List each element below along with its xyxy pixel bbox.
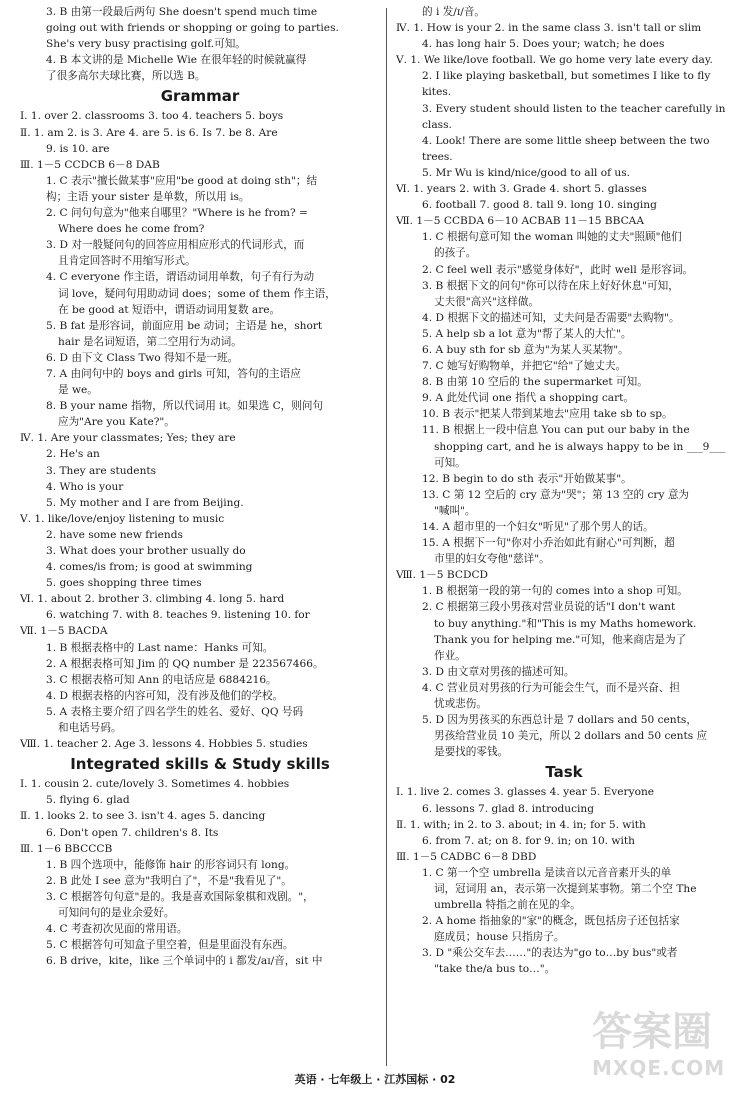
answer-line: 1. B 根据第一段的第一句的 comes into a shop 可知。 bbox=[422, 585, 688, 598]
answer-line: 6. football 7. good 8. tall 9. long 10. singing bbox=[422, 199, 657, 212]
answer-line: Ⅰ. 1. cousin 2. cute/lovely 3. Sometimes 4. hobbies bbox=[20, 778, 290, 791]
answer-line: 2. A home 指抽象的"家"的概念，既包括房子还包括家 bbox=[422, 915, 680, 928]
answer-line: 市里的妇女夸他"慈详"。 bbox=[434, 553, 550, 566]
answer-line: 的孩子。 bbox=[434, 247, 477, 260]
left-column bbox=[20, 4, 380, 969]
answer-line: 12. B begin to do sth 表示"开始做某事"。 bbox=[422, 472, 632, 485]
answer-line: 4. C everyone 作主语，谓语动词用单数，句子有行为动 bbox=[46, 271, 315, 284]
answer-line: 词 love，疑问句用助动词 does；some of them 作主语， bbox=[58, 287, 336, 300]
answer-line: Thank you for helping me."可知，他来商店是为了 bbox=[434, 633, 687, 646]
answer-line: 5. flying 6. glad bbox=[46, 794, 130, 807]
answer-line: 1. C 表示"擅长做某事"应用"be good at doing sth"；结 bbox=[46, 174, 318, 187]
answer-line: 应为"Are you Kate?"。 bbox=[58, 416, 175, 429]
column-divider bbox=[386, 8, 387, 1066]
answer-line: Ⅵ. 1. about 2. brother 3. climbing 4. long 5. hard bbox=[20, 593, 285, 606]
answer-line: 3. D 对一般疑问句的回答应用相应形式的代词形式，而 bbox=[46, 239, 305, 252]
answer-line: 1. B 根据表格中的 Last name：Hanks 可知。 bbox=[46, 641, 274, 654]
answer-line: Ⅵ. 1. years 2. with 3. Grade 4. short 5. glasses bbox=[396, 183, 647, 196]
answer-line: "喊叫"。 bbox=[434, 504, 476, 517]
answer-line: 了很多高尔夫球比赛，所以选 B。 bbox=[46, 70, 206, 83]
answer-line: 4. C 营业员对男孩的行为可能会生气，而不是兴奋、担 bbox=[422, 681, 681, 694]
answer-line: 5. D 因为男孩买的东西总计是 7 dollars and 50 cents， bbox=[422, 714, 697, 727]
answer-line: 2. have some new friends bbox=[46, 528, 183, 541]
answer-line: 忧或悲伤。 bbox=[434, 698, 487, 711]
answer-line: 3. C 根据表格可知 Ann 的电话应是 6884216。 bbox=[46, 673, 277, 686]
answer-line: 2. B 此处 I see 意为"我明白了"，不是"我看见了"。 bbox=[46, 874, 292, 887]
answer-line: Ⅴ. 1. like/love/enjoy listening to music bbox=[20, 512, 225, 525]
answer-line: 14. A 超市里的一个妇女"听见"了那个男人的话。 bbox=[422, 521, 654, 533]
answer-line: 和电话号码。 bbox=[58, 722, 122, 735]
answer-line: Ⅲ. 1－5 CADBC 6－8 DBD bbox=[396, 850, 537, 863]
answer-line: 5. C 根据答句可知盒子里空着，但是里面没有东西。 bbox=[46, 939, 294, 952]
answer-line: 丈夫很"高兴"这样做。 bbox=[434, 295, 540, 308]
answer-line: Ⅱ. 1. with; in 2. to 3. about; in 4. in; for 5. with bbox=[396, 818, 646, 831]
answer-line: Ⅱ. 1. looks 2. to see 3. isn't 4. ages 5. dancing bbox=[20, 810, 266, 823]
section-heading: Task bbox=[545, 763, 583, 782]
answer-line: 3. They are students bbox=[46, 464, 157, 477]
answer-line: 5. A help sb a lot 意为"帮了某人的大忙"。 bbox=[422, 327, 632, 340]
answer-line: She's very busy practising golf.可知。 bbox=[46, 38, 246, 51]
answer-line: 8. B 由第 10 空后的 the supermarket 可知。 bbox=[422, 376, 648, 389]
answer-line: 6. lessons 7. glad 8. introducing bbox=[422, 802, 595, 815]
answer-line: Ⅷ. 1. teacher 2. Age 3. lessons 4. Hobbies 5. studies bbox=[20, 738, 308, 751]
answer-line: 6. D 由下文 Class Two 得知不是一班。 bbox=[46, 351, 239, 364]
answer-line: going out with friends or shopping or going to parties. bbox=[46, 22, 339, 35]
answer-line: 1. C 根据句意可知 the woman 叫她的丈夫"照顾"他们 bbox=[422, 231, 682, 244]
answer-line: 是 we。 bbox=[58, 384, 98, 397]
answer-line: 7. A 由问句中的 boys and girls 可知，答句的主语应 bbox=[46, 367, 301, 380]
watermark-url: MXQE.COM bbox=[592, 1056, 726, 1080]
answer-line: 5. goes shopping three times bbox=[46, 577, 202, 590]
answer-line: "take the/a bus to…"。 bbox=[434, 963, 556, 976]
answer-line: 11. B 根据上一段中信息 You can put our baby in the bbox=[422, 424, 690, 437]
answer-line: 8. B your name 指物，所以代词用 it。如果选 C，则问句 bbox=[46, 400, 324, 413]
page-footer: 英语 · 七年级上 · 江苏国标 · 02 bbox=[294, 1073, 456, 1086]
answer-line: 6. watching 7. with 8. teaches 9. listening 10. for bbox=[46, 609, 310, 622]
answer-line: shopping cart, and he is always happy to be in ___9___ bbox=[434, 440, 726, 453]
answer-line: Ⅰ. 1. over 2. classrooms 3. too 4. teachers 5. boys bbox=[20, 110, 284, 123]
answer-line: Where does he come from? bbox=[58, 223, 205, 236]
answer-line: Ⅴ. 1. We like/love football. We go home very late every day. bbox=[396, 54, 713, 67]
answer-line: 可知问句的是业余爱好。 bbox=[58, 906, 175, 919]
answer-line: 2. He's an bbox=[46, 448, 100, 461]
answer-line: 且肯定回答时不用缩写形式。 bbox=[58, 255, 196, 268]
answer-line: 4. comes/is from; is good at swimming bbox=[46, 561, 253, 574]
answer-line: 2. C 根据第三段小男孩对营业员说的话"I don't want bbox=[422, 601, 676, 614]
answer-line: 9. is 10. are bbox=[46, 142, 110, 155]
answer-line: 3. D "乘公交车去……"的表达为"go to…by bus"或者 bbox=[422, 947, 678, 960]
answer-line: trees. bbox=[422, 150, 453, 163]
answer-line: Ⅷ. 1－5 BCDCD bbox=[396, 569, 489, 582]
right-column bbox=[396, 4, 732, 978]
answer-line: 构；主语 your sister 是单数，所以用 is。 bbox=[46, 190, 250, 203]
answer-line: Ⅱ. 1. am 2. is 3. Are 4. are 5. is 6. Is 7. be 8. Are bbox=[20, 126, 278, 139]
answer-line: 9. A 此处代词 one 指代 a shopping cart。 bbox=[422, 392, 635, 405]
answer-line: 在 be good at 短语中，谓语动词用复数 are。 bbox=[58, 303, 281, 316]
answer-line: 4. D 根据表格的内容可知，没有涉及他们的学校。 bbox=[46, 689, 284, 702]
answer-line: 5. B fat 是形容词，前面应用 be 动词；主语是 he，short bbox=[46, 319, 323, 332]
answer-line: 6. from 7. at; on 8. for 9. in; on 10. with bbox=[422, 834, 635, 847]
answer-line: 5. Mr Wu is kind/nice/good to all of us. bbox=[422, 166, 631, 179]
answer-line: class. bbox=[422, 118, 452, 131]
answer-line: 词，冠词用 an，表示第一次提到某事物。第二个空 The bbox=[434, 882, 697, 895]
answer-line: 7. C 她写好购物单，并把它"给"了她丈夫。 bbox=[422, 360, 627, 373]
answer-line: 3. C 根据答句句意"是的。我是喜欢国际象棋和戏剧。"， bbox=[46, 890, 314, 903]
answer-line: 的 i 发/ɪ/音。 bbox=[422, 6, 486, 18]
answer-line: Ⅲ. 1－5 CCDCB 6－8 DAB bbox=[20, 158, 160, 171]
answer-line: kites. bbox=[422, 86, 452, 99]
answer-line: 3. D 由文章对男孩的描述可知。 bbox=[422, 665, 575, 678]
answer-line: Ⅰ. 1. live 2. comes 3. glasses 4. year 5. Everyone bbox=[396, 786, 655, 799]
answer-line: umbrella 特指之前在见的伞。 bbox=[434, 899, 581, 912]
answer-line: Ⅳ. 1. Are your classmates; Yes; they are bbox=[20, 432, 236, 445]
answer-line: 男孩给营业员 10 美元，所以 2 dollars and 50 cents 应 bbox=[434, 730, 708, 743]
answer-line: 1. C 第一个空 umbrella 是读音以元音音素开头的单 bbox=[422, 866, 672, 879]
answer-line: Ⅶ. 1－5 CCBDA 6－10 ACBAB 11－15 BBCAA bbox=[396, 215, 644, 228]
answer-line: 13. C 第 12 空后的 cry 意为"哭"；第 13 空的 cry 意为 bbox=[422, 488, 690, 501]
answer-line: 2. C 问句句意为"他来自哪里？"Where is he from? = bbox=[46, 207, 308, 220]
answer-line: 4. Look! There are some little sheep between the two bbox=[422, 134, 710, 147]
answer-line: 6. A buy sth for sb 意为"为某人买某物"。 bbox=[422, 343, 629, 356]
answer-line: Ⅶ. 1－5 BACDA bbox=[20, 625, 108, 638]
answer-line: 5. My mother and I are from Beijing. bbox=[46, 496, 244, 509]
answer-line: 4. C 考查初次见面的常用语。 bbox=[46, 923, 188, 936]
answer-line: 2. I like playing basketball, but sometimes I like to fly bbox=[422, 70, 711, 83]
answer-line: 庭成员；house 只指房子。 bbox=[434, 931, 565, 944]
answer-line: 6. Don't open 7. children's 8. Its bbox=[46, 826, 219, 839]
answer-line: 3. What does your brother usually do bbox=[46, 545, 246, 557]
answer-line: to buy anything."和"This is my Maths homework. bbox=[434, 617, 697, 630]
answer-line: Ⅳ. 1. How is your 2. in the same class 3. isn't tall or slim bbox=[396, 22, 702, 35]
section-heading: Grammar bbox=[160, 87, 240, 106]
answer-line: 4. D 根据下文的描述可知，丈夫问是否需要"去购物"。 bbox=[422, 311, 680, 324]
answer-line: 4. has long hair 5. Does your; watch; he does bbox=[422, 38, 665, 51]
section-heading: Integrated skills & Study skills bbox=[70, 755, 330, 774]
answer-line: 6. B drive，kite，like 三个单词中的 i 都发/aɪ/音，sit 中 bbox=[46, 955, 323, 968]
answer-line: 4. Who is your bbox=[46, 480, 124, 493]
answer-line: 2. A 根据表格可知 Jim 的 QQ number 是 223567466。 bbox=[46, 657, 324, 670]
answer-line: 3. B 由第一段最后两句 She doesn't spend much time bbox=[46, 6, 318, 18]
answer-line: 1. B 四个选项中，能修饰 hair 的形容词只有 long。 bbox=[46, 858, 296, 871]
answer-line: 3. Every student should listen to the teacher carefully in bbox=[422, 102, 726, 115]
answer-line: 作业。 bbox=[434, 649, 466, 662]
answer-line: Ⅲ. 1－6 BBCCCB bbox=[20, 842, 113, 855]
answer-line: 可知。 bbox=[434, 456, 466, 469]
answer-line: 15. A 根据下一句"你对小乔治如此有耐心"可判断，超 bbox=[422, 537, 675, 550]
watermark-text: 答案圈 bbox=[592, 1009, 712, 1055]
answer-line: 2. C feel well 表示"感觉身体好"，此时 well 是形容词。 bbox=[422, 263, 694, 276]
watermark-logo bbox=[592, 1008, 742, 1098]
answer-line: hair 是名词短语，第二空用行为动词。 bbox=[58, 335, 242, 348]
answer-line: 是要找的零钱。 bbox=[434, 746, 509, 759]
answer-line: 4. B 本文讲的是 Michelle Wie 在很年轻的时候就赢得 bbox=[46, 54, 307, 67]
answer-line: 5. A 表格主要介绍了四名学生的姓名、爱好、QQ 号码 bbox=[46, 705, 304, 718]
answer-line: 10. B 表示"把某人带到某地去"应用 take sb to sp。 bbox=[422, 408, 673, 421]
answer-line: 3. B 根据下文的问句"你可以待在床上好好休息"可知， bbox=[422, 279, 679, 292]
